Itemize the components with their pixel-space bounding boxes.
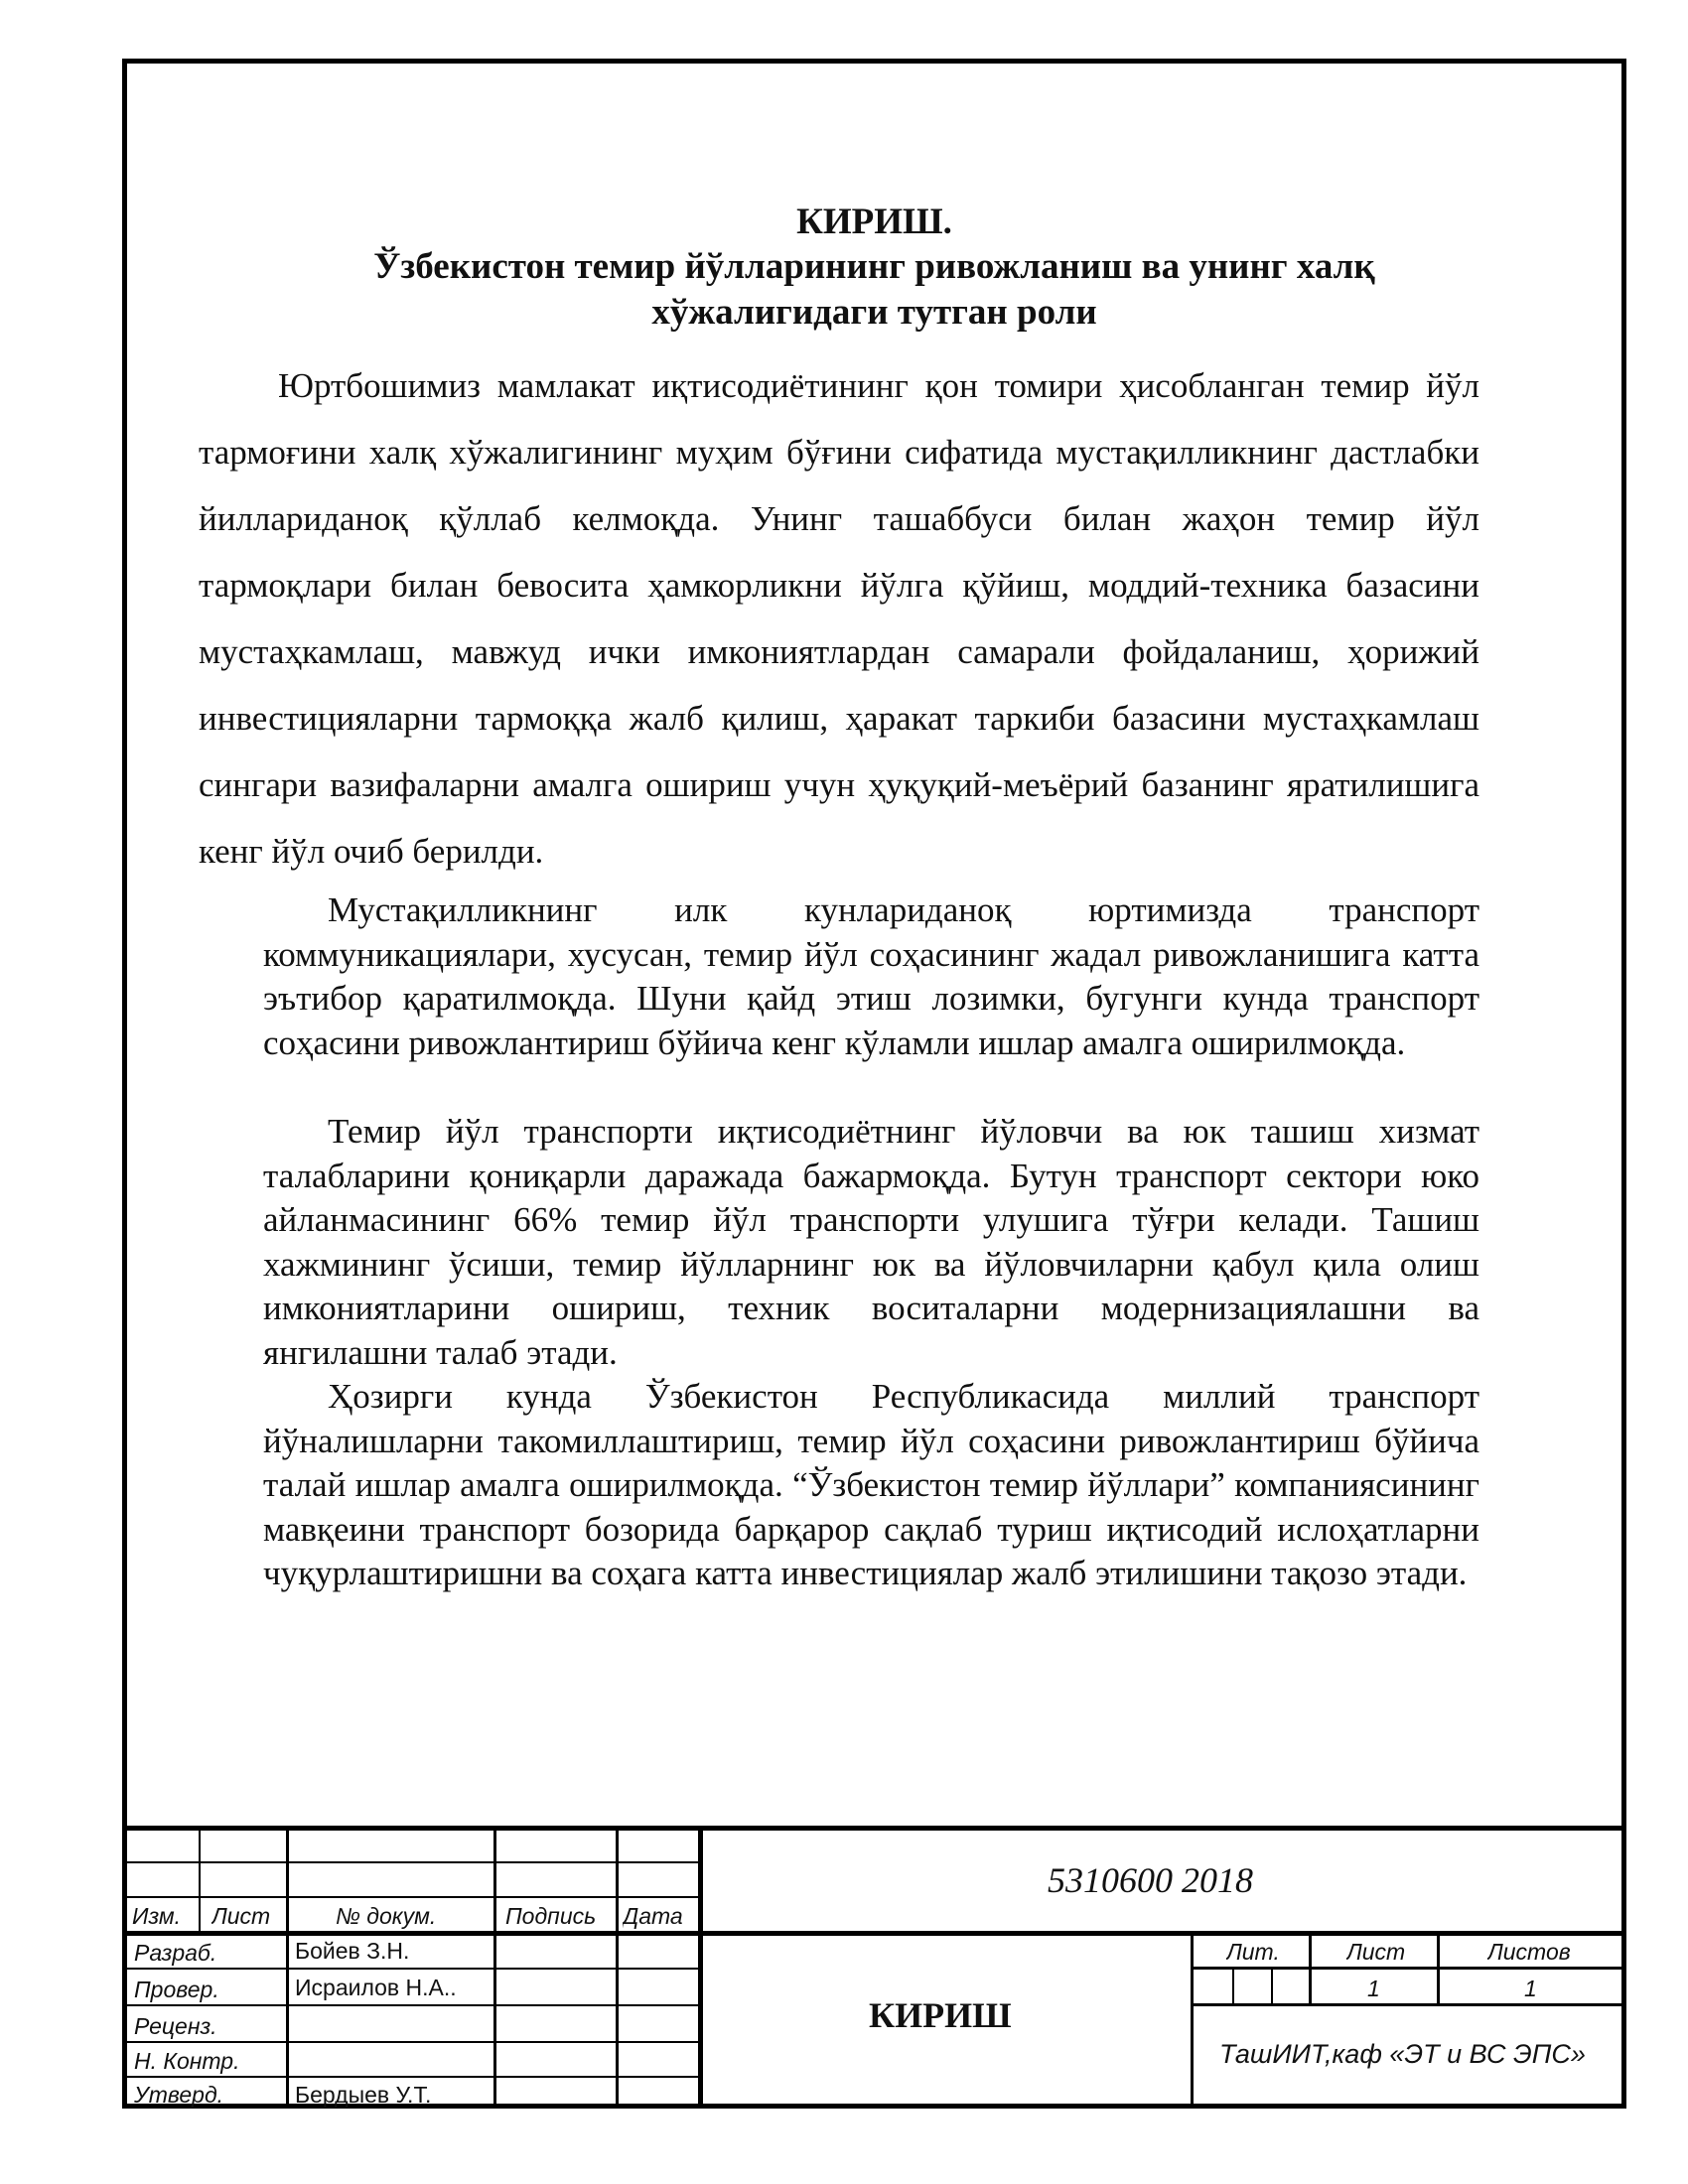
- tb-line: [1191, 1931, 1194, 2109]
- heading-subtitle-line1: Ўзбекистон темир йўлларининг ривожланиш ва унинг халқ: [373, 246, 1375, 287]
- tb-line: [1271, 1967, 1273, 2006]
- tb-line: [286, 1826, 289, 2109]
- sheet-label: Лист: [1346, 1939, 1406, 1965]
- title-block: [122, 1826, 1626, 2109]
- name-razrab: Бойев З.Н.: [295, 1938, 410, 1964]
- paragraph-2: Мустақилликнинг илк кунлариданоқ юртимизда транспорт коммуникациялари, хусусан, темир йўл соҳасининг жадал ривожланишига катта эътибор қаратилмоқда. Шуни қайд этиш лозимки, бугунги кунда транспорт соҳасини ривожлантириш бўйича кенг кўламли ишлар амалга оширилмоқда.: [263, 890, 1479, 1062]
- role-razrab: Разраб.: [134, 1940, 217, 1966]
- heading-subtitle-line2: хўжалигидаги тутган роли: [651, 292, 1097, 333]
- tb-line: [122, 1861, 700, 1863]
- sheets-value: 1: [1524, 1976, 1537, 2001]
- name-prover: Исраилов Н.А..: [295, 1975, 457, 2000]
- role-utverd: Утверд.: [134, 2082, 224, 2108]
- tb-line: [199, 1826, 201, 1936]
- tb-line: [616, 1826, 619, 2109]
- col-header-izm: Изм.: [132, 1903, 182, 1929]
- tb-line: [1193, 2003, 1626, 2006]
- tb-line: [122, 1931, 1626, 1936]
- role-prover: Провер.: [134, 1977, 219, 2002]
- role-nkontr: Н. Контр.: [134, 2048, 240, 2074]
- col-header-doc: № докум.: [336, 1903, 437, 1929]
- paragraph-3: Темир йўл транспорти иқтисодиётнинг йўловчи ва юк ташиш хизмат талабларини қониқарли даражада бажармоқда. Бутун транспорт сектори юко айланмасининг 66% темир йўл транспорти улушига тўғри келади. Ташиш хажмининг ўсиши, темир йўлларнинг юк ва йўловчиларни қабул қила олиш имкониятларини ошириш, техник воситаларни модернизациялашни ва янгилашни талаб этади.: [263, 1112, 1479, 1372]
- tb-line: [122, 1896, 700, 1898]
- organization: ТашИИТ,каф «ЭТ и ВС ЭПС»: [1219, 2039, 1586, 2069]
- paragraph-1: [199, 352, 1479, 885]
- sheet-value: 1: [1367, 1976, 1380, 2001]
- tb-line: [122, 1968, 700, 1970]
- paragraph-1-text: Юртбошимиз мамлакат иқтисодиётининг қон томири ҳисобланган темир йўл тармоғини халқ хўжалигининг муҳим бўғини сифатида мустақилликнинг дастлабки йиллариданоқ қўллаб келмоқда. Унинг ташаббуси билан жаҳон темир йўл тармоқлари билан бевосита ҳамкорликни йўлга қўйиш, моддий-техника базасини мустаҳкамлаш, мавжуд ички имкониятлардан самарали фойдаланиш, ҳорижий инвестицияларни тармоққа жалб қилиш, ҳаракат таркиби базасини мустаҳкамлаш сингари вазифаларни амалга ошириш учун ҳуқуқий-меъёрий базанинг яратилишига кенг йўл очиб берилди.: [199, 366, 1479, 871]
- tb-line: [493, 1826, 496, 2109]
- name-utverd: Бердыев У.Т.: [295, 2082, 432, 2108]
- heading-title: КИРИШ.: [796, 202, 952, 242]
- paragraph-4: Ҳозирги кунда Ўзбекистон Республикасида миллий транспорт йўналишларни такомиллаштириш, темир йўл соҳасини ривожлантириш бўйича талай ишлар амалга оширилмоқда. “Ўзбекистон темир йўллари” компаниясининг мавқеини транспорт бозорида барқарор сақлаб туриш иқтисодий ислоҳатларни чуқурлаштиришни ва соҳага катта инвестициялар жалб этилишини тақозо этади.: [263, 1377, 1479, 1593]
- tb-line: [1309, 1931, 1312, 2006]
- tb-line: [122, 2004, 700, 2006]
- tb-line: [122, 1826, 1626, 1831]
- tb-line: [1232, 1967, 1234, 2006]
- tb-line: [122, 2076, 700, 2078]
- title-block-title: КИРИШ: [869, 1995, 1012, 2035]
- col-header-sign: Подпись: [505, 1903, 597, 1929]
- lit-label: Лит.: [1226, 1939, 1280, 1965]
- sheets-label: Листов: [1487, 1939, 1571, 1965]
- col-header-list: Лист: [211, 1903, 271, 1929]
- tb-line: [1193, 1967, 1626, 1970]
- tb-line: [122, 2041, 700, 2043]
- role-retsenz: Реценз.: [134, 2013, 217, 2039]
- col-header-date: Дата: [623, 1903, 683, 1929]
- document-number: 5310600 2018: [1048, 1860, 1253, 1900]
- tb-line: [1437, 1931, 1440, 2006]
- tb-line: [698, 1826, 703, 2109]
